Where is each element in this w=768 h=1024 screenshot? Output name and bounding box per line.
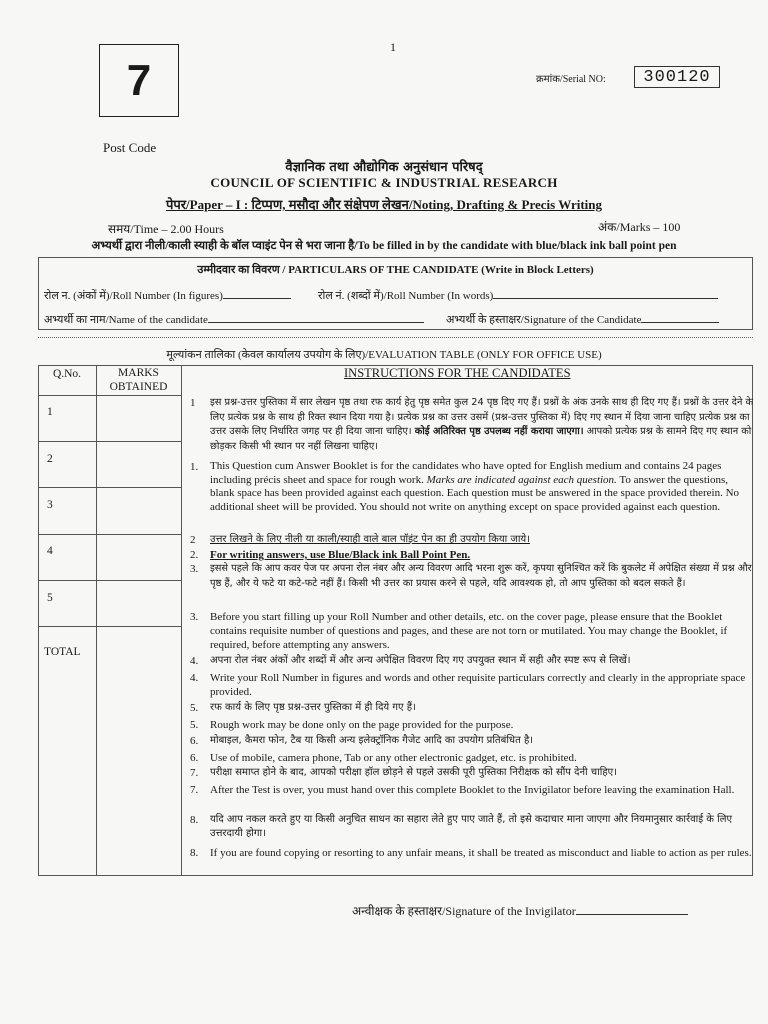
table-row-divider bbox=[38, 580, 182, 581]
instruction-7-english: 7. After the Test is over, you must hand over this complete Booklet to the Invigilator before leaving the examination Hall. bbox=[190, 784, 735, 796]
instruction-1-english: 1. This Question cum Answer Booklet is for the candidates who have opted for English medium and contains 24 pages including précis sheet and space for rough work. Marks are indicated against each question. To answer the questions, blank space has been provided against each question. Each question must be answered in the space provided therein. No additional sheet will be provided. You should not write on anything except on space provided against each question. bbox=[190, 460, 740, 513]
table-row-divider bbox=[38, 626, 182, 627]
qno-cell: 1 bbox=[47, 406, 53, 418]
roll-number-words-field[interactable] bbox=[318, 288, 718, 303]
qno-cell: 2 bbox=[47, 453, 53, 465]
org-name-english: COUNCIL OF SCIENTIFIC & INDUSTRIAL RESEARCH bbox=[210, 175, 558, 190]
marks-header-line1: MARKS bbox=[118, 367, 159, 379]
instruction-4-english: 4. Write your Roll Number in figures and words and other requisite particulars correctly and clearly in the appropriate space provided. bbox=[190, 672, 746, 698]
total-cell: TOTAL bbox=[44, 646, 81, 658]
separator-dotted bbox=[38, 337, 753, 338]
instruction-4-hindi: 4. अपना रोल नंबर अंकों और शब्दों में और अन्य अपेक्षित विवरण दिए गए उपयुक्त स्थान में सही और स्पष्ट रूप से लिखें। bbox=[190, 655, 631, 667]
candidate-heading: उम्मीदवार का विवरण / PARTICULARS OF THE CANDIDATE (Write in Block Letters) bbox=[197, 264, 594, 276]
roll-words-label: रोल नं. (शब्दों में)/Roll Number (In words) bbox=[318, 290, 494, 302]
instruction-7-hindi: 7. परीक्षा समाप्त होने के बाद, आपको परीक्षा हॉल छोड़ने से पहले उसकी पूरी पुस्तिका निरीक्षक को सौंप देनी चाहिए। bbox=[190, 767, 617, 779]
instruction-1-hindi: 1 इस प्रश्न-उत्तर पुस्तिका में सार लेखन पृष्ठ तथा रफ कार्य हेतु पृष्ठ समेत कुल 24 पृष्ठ दिए गए हैं। प्रश्नों के अंक उनके साथ ही दिए गए हैं। प्रश्नों के उत्तर देने के लिए प्रत्येक प्रश्न के साथ ही रिक्त स्थान दिया गया है। प्रत्येक प्रश्न का उत्तर उसमें (प्रश्न-उत्तर पुस्तिका में) दिए गए स्थान में दिया जाना चाहिए प्रत्येक प्रश्न का उत्तर उसके लिए निर्धारित जगह पर ही दिया जाना चाहिए। कोई अतिरिक्त पृष्ठ उपलब्ध नहीं कराया जाएगा। आपको प्रत्येक प्रश्न के सामने दिए गए स्थान को छोड़कर किसी भी स्थान पर नहीं लिखना चाहिए। bbox=[190, 397, 754, 452]
instruction-5-english: 5. Rough work may be done only on the page provided for the purpose. bbox=[190, 719, 514, 731]
instruction-6-hindi: 6. मोबाइल, कैमरा फोन, टैब या किसी अन्य इलेक्ट्रॉनिक गैजेट आदि का उपयोग प्रतिबंधित है। bbox=[190, 735, 534, 747]
paper-title: पेपर/Paper – I : टिप्पण, मसौदा और संक्षेपण लेखन/Noting, Drafting & Precis Writing bbox=[165, 197, 603, 212]
marks-header bbox=[96, 366, 181, 394]
roll-figures-line bbox=[223, 288, 291, 299]
paper-code-box: 7 bbox=[99, 44, 179, 117]
fill-instruction: अभ्यर्थी द्वारा नीली/काली स्याही के बॉल प्वाइंट पेन से भरा जाना है/To be filled in by the candidate with blue/black ink ball point pen bbox=[91, 240, 677, 252]
candidate-signature-label: अभ्यर्थी के हस्ताक्षर/Signature of the Candidate bbox=[446, 314, 642, 326]
qno-header: Q.No. bbox=[52, 368, 82, 380]
instruction-8-english: 8. If you are found copying or resorting to any unfair means, it shall be treated as misconduct and liable to action as per rules. bbox=[190, 847, 752, 859]
invigilator-signature-line bbox=[576, 904, 688, 915]
evaluation-table-title: मूल्यांकन तालिका (केवल कार्यालय उपयोग के लिए)/EVALUATION TABLE (ONLY FOR OFFICE USE) bbox=[166, 349, 602, 361]
roll-figures-label: रोल न. (अंकों में)/Roll Number (In figures) bbox=[44, 290, 223, 302]
qno-cell: 3 bbox=[47, 499, 53, 511]
instructions-heading: INSTRUCTIONS FOR THE CANDIDATES bbox=[344, 366, 571, 380]
qno-cell: 4 bbox=[47, 545, 53, 557]
serial-label: क्रमांक/Serial NO: bbox=[536, 74, 606, 85]
candidate-signature-line bbox=[641, 312, 719, 323]
exam-time: समय/Time – 2.00 Hours bbox=[108, 222, 224, 236]
exam-marks: अंक/Marks – 100 bbox=[598, 220, 681, 234]
table-row-divider bbox=[38, 441, 182, 442]
serial-number: 300120 bbox=[634, 66, 720, 88]
instruction-2-english: 2. For writing answers, use Blue/Black ink Ball Point Pen. bbox=[190, 549, 471, 561]
candidate-name-line bbox=[208, 312, 424, 323]
instruction-2-hindi: 2 उत्तर लिखने के लिए नीली या काली/स्याही वाले बाल पॉइंट पेन का ही उपयोग किया जाये। bbox=[190, 534, 530, 546]
roll-words-line bbox=[493, 288, 718, 299]
instruction-5-hindi: 5. रफ कार्य के लिए पृष्ठ प्रश्न-उत्तर पुस्तिका में ही दिये गए हैं। bbox=[190, 702, 416, 714]
roll-number-figures-field[interactable] bbox=[44, 288, 291, 303]
instruction-8-hindi: 8. यदि आप नकल करते हुए या किसी अनुचित साधन का सहारा लेते हुए पाए जाते हैं, तो इसे कदाचार माना जाएगा और नियमानुसार कार्रवाई के लिए उत्तरदायी होगा। bbox=[190, 814, 733, 839]
marks-header-line2: OBTAINED bbox=[109, 381, 168, 393]
candidate-name-label: अभ्यर्थी का नाम/Name of the candidate bbox=[44, 314, 208, 326]
qno-cell: 5 bbox=[47, 592, 53, 604]
table-header-divider bbox=[38, 395, 182, 396]
page-number: 1 bbox=[390, 40, 396, 54]
org-name-hindi: वैज्ञानिक तथा औद्योगिक अनुसंधान परिषद् bbox=[285, 160, 483, 175]
instruction-6-english: 6. Use of mobile, camera phone, Tab or any other electronic gadget, etc. is prohibited. bbox=[190, 752, 577, 764]
candidate-signature-field[interactable] bbox=[446, 312, 719, 327]
table-border-bottom bbox=[38, 875, 753, 876]
invigilator-signature-label: अन्वीक्षक के हस्ताक्षर/Signature of the Invigilator bbox=[352, 904, 576, 918]
table-row-divider bbox=[38, 487, 182, 488]
candidate-name-field[interactable] bbox=[44, 312, 424, 327]
instruction-3-hindi: 3. इससे पहले कि आप कवर पेज पर अपना रोल नंबर और अन्य विवरण आदि भरना शुरू करें, कृपया सुनिश्चित करें कि बुकलेट में अपेक्षित संख्या में प्रश्न और पृष्ठ हैं, और ये फटे या कटे-फटे नहीं हैं। किसी भी उत्तर का प्रयास करने से पहले, यदि आवश्यक हो, तो आप पुस्तिका को बदल सकते हैं। bbox=[190, 563, 752, 589]
invigilator-signature-field[interactable] bbox=[352, 902, 688, 919]
post-code-label: Post Code bbox=[103, 140, 157, 155]
instruction-3-english: 3. Before you start filling up your Roll Number and other details, etc. on the cover page, please ensure that the Booklet contains requisite number of questions and pages, and these are not torn or mutilated. You may change the Booklet, if required, before attempting any answers. bbox=[190, 611, 728, 651]
table-row-divider bbox=[38, 534, 182, 535]
